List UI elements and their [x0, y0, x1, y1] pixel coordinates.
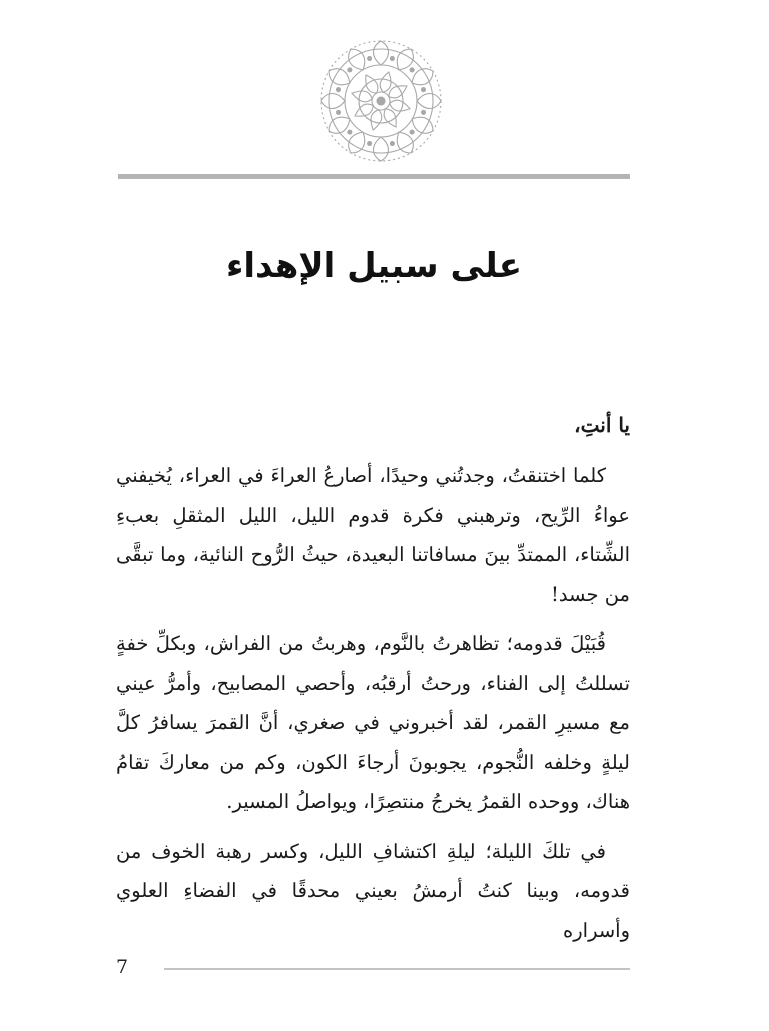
salutation: يا أنتِ، [574, 413, 630, 437]
top-divider [118, 174, 630, 179]
paragraph-1: كلما اختنقتُ، وجدتُني وحيدًا، أصارعُ العراءَ في العراء، يُخيفني عواءُ الرِّيح، وترهبني فكرة قدوم الليل، الليل المثقلِ بعبءِ الشِّتاء، الممتدِّ بينَ مسافاتنا البعيدة، حيثُ الرُّوح النائية، وما تبقَّى من جسد! [116, 464, 630, 606]
paragraph-3: في تلكَ الليلة؛ ليلةِ اكتشافِ الليل، وكسر رهبة الخوف من قدومه، وبينا كنتُ أرمشُ بعيني محدقًا في الفضاءِ العلوي وأسراره [116, 839, 630, 942]
page-title: على سبيل الإهداء [226, 246, 522, 286]
mandala-ornament-icon [316, 36, 446, 166]
paragraph-2: قُبَيْلَ قدومه؛ تظاهرتُ بالنَّوم، وهربتُ من الفراش، وبكلِّ خفةٍ تسللتُ إلى الفناء، ورحتُ أرقبُه، وأحصي المصابيح، وأمرُّ عيني مع مسيرِ القمر، لقد أخبروني في صغري، أنَّ القمرَ يسافرُ كلَّ ليلةٍ وخلفه النُّجوم، يجوبونَ أرجاءَ الكون، وكم من معاركَ تقامُ هناك، ووحده القمرُ يخرجُ منتصِرًا، ويواصلُ المسير. [116, 632, 630, 813]
body-text [116, 405, 630, 960]
page-number: 7 [116, 956, 129, 978]
footer-divider [164, 968, 630, 970]
